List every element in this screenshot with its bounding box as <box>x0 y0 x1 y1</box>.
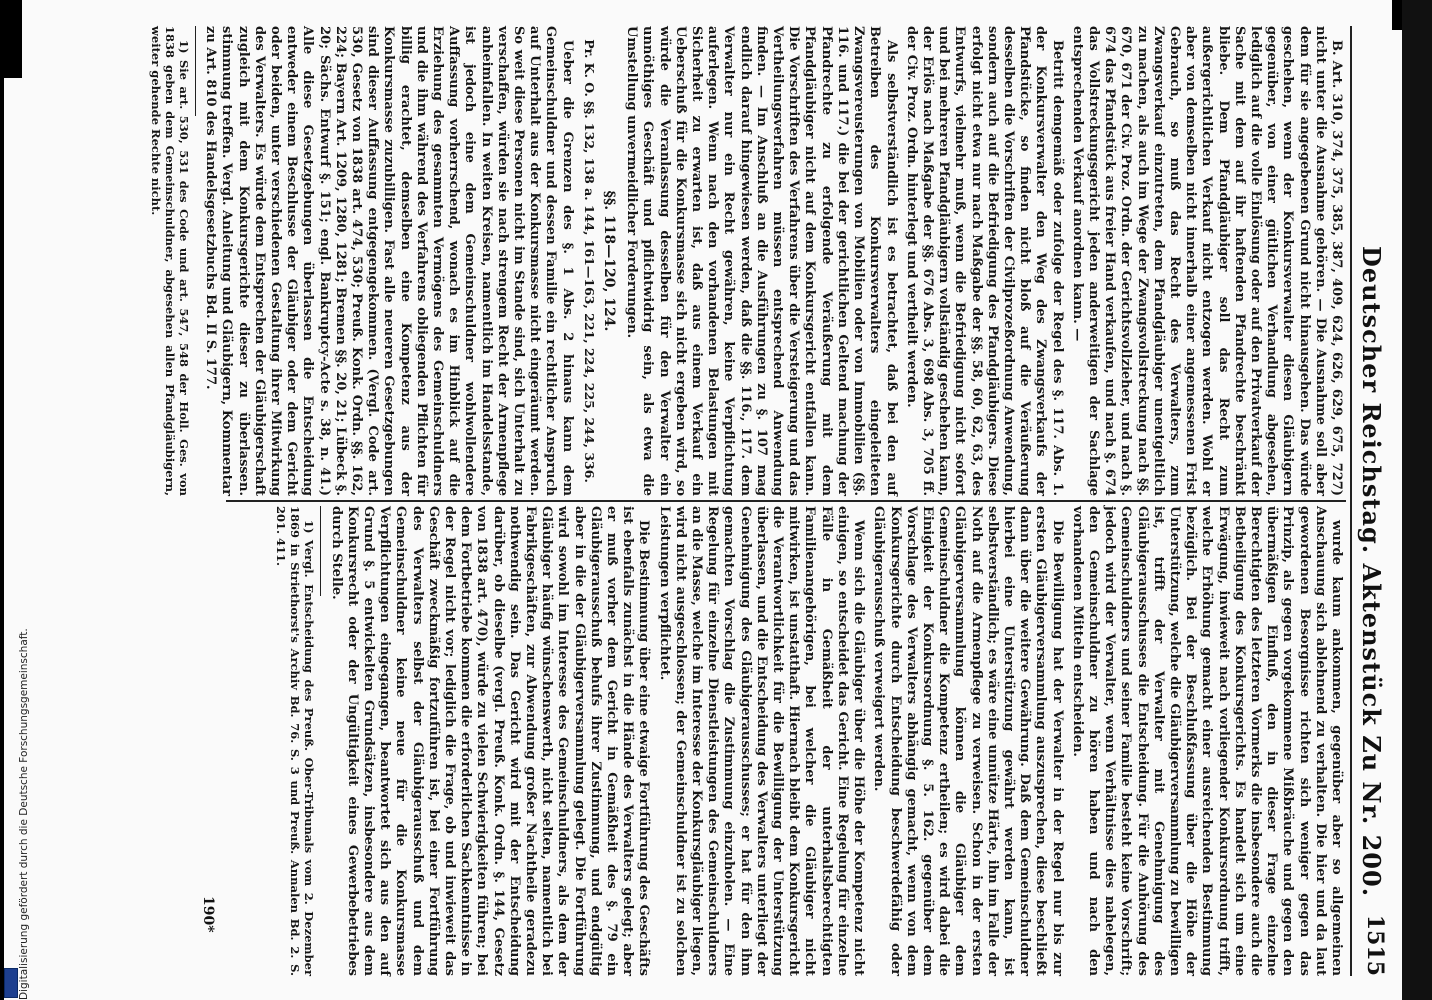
signature-mark: 190* <box>200 896 216 933</box>
scan-border-notch <box>1392 0 1402 30</box>
right-column <box>270 506 1344 976</box>
right-footnote-1: 1) Vergl. Entscheidung des Preuß. Ober-Tribunals vom 2. Dezember 1869 in Striethorst's Archiv Bd. 76. S. 3 und Preuß. Annalen Bd. 2. S. 201. 411. <box>274 506 317 976</box>
scan-border-right <box>1402 0 1432 1000</box>
left-paragraph-4: Ueber die Grenzen des §. 1 Abs. 2 hinaus kann dem Gemeinschuldner und dessen Familie ein rechtlicher Anspruch auf Unterhalt aus der Konkursmasse nicht eingeräumt werden. So weit diese Personen nicht im Stande sind, sich Unterhalt zu verschaffen, würden sie nach strengem Recht der Armenpflege anheimfallen. In weiten Kreisen, namentlich im Handelsstande, ist jedoch eine dem Gemeinschuldner wohlwollendere Auffassung vorherrschend, wonach es im Hinblick auf die Erziehung des gesammten Vermögens des Gemeinschuldners und die ihm während des Verfahrens obliegenden Pflichten für billig erachtet, demselben eine Kompetenz aus der Konkursmasse zuzubilligen. Fast alle neueren Gesetzgebungen sind dieser Auffassung entgegengekommen. (Vergl. Code art. 530, Gesetz von 1838 art. 474, 530; Preuß. Konk. Ordn. §§. 162, 224; Bayern Art. 1209, 1280, 1281; Bremen §§. 20, 21; Lübeck §. 20; Sächs. Entwurf §. 151; engl. Bankruptcy-Acte s. 38, n. 41.) Alle diese Gesetzgebungen überlassen die Entscheidung entweder einem Beschlusse der Gläubiger oder dem Gericht oder beiden, unter verschiedenen Gestaltung ihrer Mitwirkung des Verwalters. Es würde dem Entsprechen der Gläubigerschaft zugleich mit dem Konkursgerichte dieser zu überlassen. stimmung treffen. Vergl. Anleitung und Gläubigern, Kommentar zu Art. 810 des Handelsgesetzbuchs Bd. II S. 177. <box>203 26 575 496</box>
section-heading: §§. 118—120, 124. <box>601 190 618 332</box>
page-title: Deutscher Reichstag. Aktenstück Zu Nr. 200. <box>1357 246 1386 898</box>
left-column <box>145 26 1344 496</box>
right-paragraph-3: Wenn sich die Gläubiger über die Höhe der Kompetenz nicht einigen, so entscheidet das Gericht. Eine Regelung für einzelne Fälle in Gemäßheit der unterhaltsberechtigten Familienangehörigen, bei welcher die Gläubiger nicht mitwirken, ist unstatthaft. Hiernach bleibt dem Konkursgericht die Verantwortlichkeit für die Bewilligung der Unterstützung überlassen, und die Entscheidung des Verwalters unterliegt der Genehmigung des Gläubigerausschusses; er hat für den ihm gemachten Vorschlag die Zustimmung einzuholen. — Eine Regelung für einzelne Dienstleistungen des Gemeinschuldners an die Masse, welche im Interesse der Konkursgläubiger liegen, wird nicht ausgeschlossen; der Gemeinschuldner ist zu solchen Leistungen verpflichtet. <box>656 506 867 976</box>
scan-border-corner <box>0 0 22 78</box>
right-paragraph-4: Die Bestimmung über eine etwaige Fortführung des Geschäfts ist ebenfalls zunächst in die Hände des Verwalters gelegt; aber er muß vorher dem Gericht in Gemäßheit des §. 79 ein Gläubigerausschuß behufs ihrer Zustimmung, und endgültig aber in die der Gläubigerversammlung gelegt. Die Fortführung wird sowohl im Interesse des Gemeinschuldners, als dem der Gläubiger häufig wünschenswerth, nicht selten, namentlich bei Fabrikgeschäften, zur Abwendung großer Nachtheile geradezu nothwendig sein. Das Gericht wird mit der Entscheidung darüber, ob dieselbe (vergl. Preuß. Konk. Ordn. §. 144, Gesetz von 1838 art. 470), würde zu vielen Schwierigkeiten führen; bei dem Fortbetriebe kommen die erforderlichen Sachkenntnisse in der Regel nicht vor; lediglich die Frage, ob und inwieweit das Geschäft zweckmäßig fortzuführen ist, bei einer Fortführung des Verwalters selbst der Gläubigerausschuß und dem Gemeinschuldner keine neue für die Konkursmasse Verpflichtungen eingegangen, beantwortet sich aus den auf Grund §. 5 entwickelten Grundsätzen, insbesondere aus dem Konkursrecht oder der Ungültigkeit eines Gewerbebetriebes durch Stelle. <box>328 506 652 976</box>
left-paragraph-1: B. Art. 310, 374, 375, 385, 387, 409, 624, 626, 629, 675, 727) nicht unter die Ausnahme gehören. — Die Ausnahme soll aber dem für sie angegebenen Grund nicht hinausgehen. Das würde geschehen, wenn der Konkursverwalter diesen Gläubigern gegenüber, von einer gütlichen Verhandlung abgesehen, lediglich auf die volle Einlösung oder auf den Privatverkauf der Sache mit dem auf ihr haftenden Pfandrechte beschränkt bliebe. Dem Pfandgläubiger soll das Recht zum außergerichtlichen Verkauf nicht entzogen werden. Wohl er aber von demselben nicht innerhalb einer angemessenen Frist Gebrauch, so muß das Recht des Verwalters, zum Zwangsverkauf einzutreten, dem Pfandgläubiger unentgeltlich zu machen, als auch im Wege der Zwangsvollstreckung nach §§. 670, 671 der Civ. Proz. Ordn. der Gerichtsvollzieher, und nach §. 674 das Pfandstück aus freier Hand verkaufen, und nach §. 674 das Vollstreckungsgericht jeden anderweitigen der Sachlage entsprechenden Verkauf anordnen kann. — <box>1069 26 1344 496</box>
dfg-logo-icon <box>4 968 18 998</box>
digitization-note-text: Digitalisierung gefördert durch die Deutsche Forschungsgemeinschaft. <box>18 628 30 1000</box>
section-subheading: Pr. K. O. §§. 132, 138 a. 144, 161—163, 221, 224, 225, 244, 336. <box>581 39 597 483</box>
page-header <box>1352 26 1392 976</box>
right-paragraph-1: wurde kaum ankommen, gegenüber aber so allgemeinen Anschauung sich ablehnend zu verhalten. Die hier und da laut gewordenen Besorgnisse richten sich weniger gegen das Prinzip, als gegen vorgekommene Mißbräuche und gegen den übermäßigen Einfluß, den in dieser Frage einzelne Berechtigten des letzteren Vormerks die insbesondere auch die Betheiligung des Konkursgerichts. Es handelt sich um eine Erwägung, inwieweit nach vorliegender Konkursordnung trifft, welche Erhöhung gemacht einer ausreichenden Bestimmung bezüglich. Bei der Beschlußfassung über die Höhe der Unterstützung, welche die Gläubigerversammlung zu bewilligen ist, trifft der Verwalter mit Genehmigung des Gläubigerausschusses die Entscheidung. Für die Anhörung des Gemeinschuldners und seiner Familie besteht keine Vorschrift; jedoch wird der Verwalter, wenn Verhältnisse dies nahelegen, den Gemeinschuldner zu hören haben und nach den vorhandenen Mitteln entscheiden. <box>1069 506 1344 976</box>
header-rule <box>1350 26 1352 976</box>
rotated-document-page <box>22 6 1392 996</box>
left-paragraph-2: Betritt demgemäß oder zufolge der Regel des §. 117. Abs. 1. der Konkursverwalter den Weg des Zwangsverkaufs der Pfandstücke, so finden nicht bloß auf die Veräußerung desselben die Vorschriften der Civilprozeßordnung Anwendung, sondern auch auf die Befriedigung des Pfandgläubigers. Diese erfolgt nicht etwa nur nach Maßgabe der §§. 58, 60, 62, 63, des Entwurfs, vielmehr muß, wenn die Befriedigung nicht sofort und bei mehreren Pfandgläubigern vollständig geschehen kann, der Erlös nach Maßgabe der §§. 676 Abs. 3, 698 Abs. 3, 705 ff. der Civ. Proz. Ordn. hinterlegt und vertheilt werden. <box>903 26 1065 496</box>
right-paragraph-2: Die Bewilligung hat der Verwalter in der Regel nur bis zur ersten Gläubigerversammlung auszusprechen, diese beschließt dann über die weitere Gewährung. Daß dem Gemeinschuldner hierbei eine Unterstützung gewährt werden kann, ist selbstverständlich; es wäre eine unnütze Härte, ihn im Falle der Noth auf die Armenpflege zu verweisen. Schon in der ersten Gläubigerversammlung können die Gläubiger dem Gemeinschuldner die Kompetenz ertheilen; es wird dabei die Einigkeit der Konkursordnung §. 5. 162. gegenüber dem Vorschlage des Verwalters abhängig gemacht, wenn von dem Konkursgerichte durch Entscheidung beschwerdefähig oder Gläubigerausschuß verweigert werden. <box>871 506 1065 976</box>
left-paragraph-3: Als selbstverständlich ist es betrachtet, daß bei den auf Betreiben des Konkursverwalters eingeleiteten Zwangsvereusterungen von Mobilien oder von Immobilien (§§. 116. und 117.) die bei der gerichtlichen Geltend machung der Pfandrechte zu erfolgende Veräußerung mit dem Pfandgläubiger nicht auf dem Konkursgericht entfallen kann. Die Vorschriften des Verfahrens über die Versteigerung und das Vertheilungsverfahren müssen entsprechend Anwendung finden. — Im Anschluß an die Ausführungen zu §. 107 mag endlich darauf hingewiesen werden, daß die §§. 116., 117. dem Verwalter nur ein Recht gewähren, keine Verpflichtung auferlegen. Wenn nach den vorhandenen Belastungen mit Sicherheit zu erwarten ist, daß aus einem Verkauf ein Ueberschuß für die Konkursmasse sich nicht ergeben wird, so würde die Veranlassung desselben für den Verwalter ein unnöthiges Geschäft und pflichtwidrig sein, als etwa die Umstellung unvermeidlicher Forderungen. <box>624 26 899 496</box>
footnote-rule <box>195 26 196 116</box>
left-footnote-1: 1) Sie art. 530, 531 des Code und art. 547, 548 der Holl. Ges. von 1838 geben dem Gemeinschuldner, abgesehen allen Pfandgläubigern, weiter gehende Rechte nicht. <box>148 26 191 496</box>
footnote-rule <box>320 506 321 596</box>
digitization-note <box>0 600 30 1000</box>
column-divider <box>226 500 1346 502</box>
page-number: 1515 <box>1362 914 1388 976</box>
